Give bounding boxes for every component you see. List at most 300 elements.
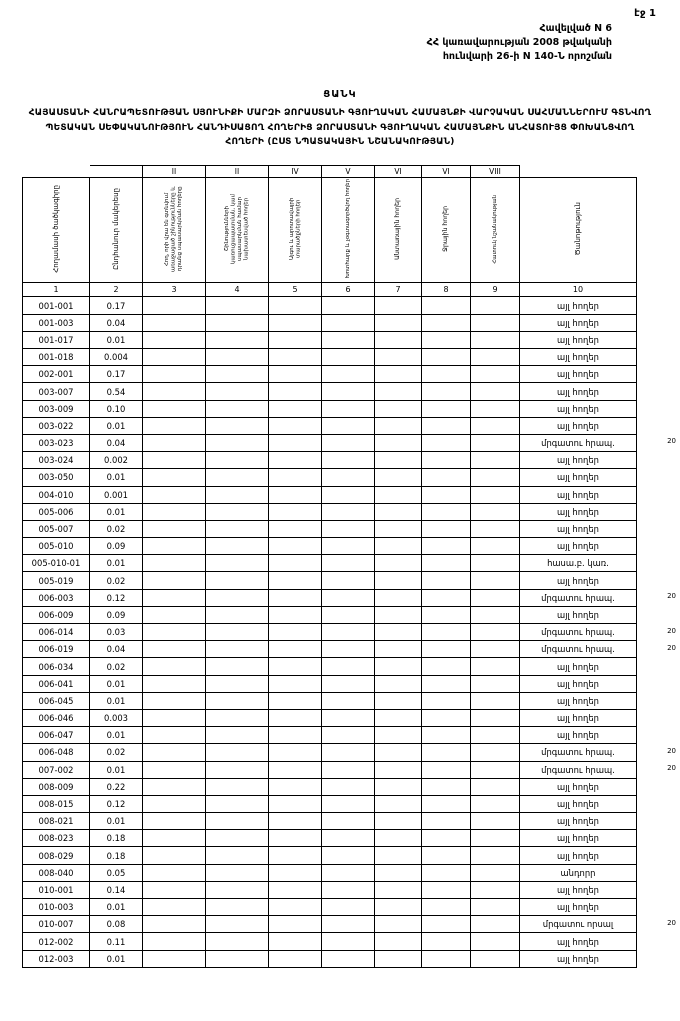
cell-water — [422, 916, 471, 933]
cell-hayfield — [322, 434, 375, 451]
cell-note: այլ հողեր — [520, 297, 637, 314]
cell-hayfield — [322, 778, 375, 795]
cell-total-area: 0.002 — [90, 452, 143, 469]
cell-code: 006-019 — [23, 641, 90, 658]
cell-code: 001-018 — [23, 349, 90, 366]
cell-total-area: 0.01 — [90, 469, 143, 486]
cell-water — [422, 658, 471, 675]
cell-hayfield — [322, 503, 375, 520]
roman-cell-3: II — [143, 166, 206, 178]
cell-water — [422, 486, 471, 503]
cell-hayfield — [322, 555, 375, 572]
cell-total-area: 0.01 — [90, 417, 143, 434]
cell-total-area: 0.18 — [90, 830, 143, 847]
cell-construction-land — [206, 744, 269, 761]
cell-note: այլ հողեր — [520, 486, 637, 503]
cell-construction-land — [206, 331, 269, 348]
cell-forest — [375, 538, 422, 555]
cell-forest — [375, 297, 422, 314]
cell-total-area: 0.01 — [90, 331, 143, 348]
cell-forest — [375, 314, 422, 331]
cell-hayfield — [322, 709, 375, 726]
cell-forest — [375, 606, 422, 623]
cell-built-land — [143, 744, 206, 761]
cell-built-land — [143, 400, 206, 417]
cell-forest — [375, 349, 422, 366]
cell-built-land — [143, 520, 206, 537]
cell-construction-land — [206, 606, 269, 623]
cell-built-land — [143, 933, 206, 950]
roman-cell-4: II — [206, 166, 269, 178]
cell-total-area: 0.01 — [90, 950, 143, 967]
table-row — [23, 950, 637, 967]
cell-code: 006-045 — [23, 692, 90, 709]
cell-note: այլ հողեր — [520, 933, 637, 950]
cell-forest — [375, 572, 422, 589]
column-number-5: 5 — [269, 283, 322, 297]
column-header-construction-land: Շինությունների կառուցապատման, կամ սպասարկման համար նախատեսված հողեր — [206, 178, 269, 283]
cell-note: այլ հողեր — [520, 813, 637, 830]
cell-hayfield — [322, 675, 375, 692]
cell-water — [422, 572, 471, 589]
column-number-7: 7 — [375, 283, 422, 297]
land-parcels-table — [22, 165, 637, 967]
cell-garden-pasture — [269, 795, 322, 812]
cell-code: 012-002 — [23, 933, 90, 950]
cell-construction-land — [206, 520, 269, 537]
cell-built-land — [143, 709, 206, 726]
page-number: էջ 1 — [634, 8, 656, 19]
cell-special — [471, 692, 520, 709]
cell-garden-pasture — [269, 830, 322, 847]
cell-note: այլ հողեր — [520, 383, 637, 400]
cell-water — [422, 727, 471, 744]
cell-code: 008-015 — [23, 795, 90, 812]
table-row — [23, 864, 637, 881]
cell-code: 001-017 — [23, 331, 90, 348]
cell-note: այլ հողեր — [520, 692, 637, 709]
cell-garden-pasture — [269, 469, 322, 486]
cell-construction-land — [206, 709, 269, 726]
cell-hayfield — [322, 899, 375, 916]
table-row — [23, 675, 637, 692]
roman-cell-8: VI — [422, 166, 471, 178]
cell-hayfield — [322, 538, 375, 555]
cell-water — [422, 383, 471, 400]
cell-hayfield — [322, 744, 375, 761]
cell-built-land — [143, 452, 206, 469]
cell-code: 005-007 — [23, 520, 90, 537]
cell-construction-land — [206, 950, 269, 967]
cell-note: մրգատու հրապ. — [520, 641, 637, 658]
table-row — [23, 830, 637, 847]
cell-built-land — [143, 675, 206, 692]
table-row — [23, 400, 637, 417]
cell-special — [471, 486, 520, 503]
cell-hayfield — [322, 331, 375, 348]
roman-cell-5: IV — [269, 166, 322, 178]
table-row — [23, 469, 637, 486]
cell-total-area: 0.05 — [90, 864, 143, 881]
table-row — [23, 916, 637, 933]
cell-garden-pasture — [269, 778, 322, 795]
cell-forest — [375, 434, 422, 451]
cell-garden-pasture — [269, 813, 322, 830]
table-row — [23, 606, 637, 623]
table-row — [23, 486, 637, 503]
cell-special — [471, 520, 520, 537]
table-roman-header-row — [23, 166, 637, 178]
header-line-2: ՀՀ կառավարության 2008 թվականի — [426, 36, 612, 48]
column-header-built-land: Հող, որի վրա են գտնվում առաջացած շինությունները և դրանց սպասարկման հողերը — [143, 178, 206, 283]
cell-built-land — [143, 589, 206, 606]
cell-note: մրգատու հրապ. — [520, 589, 637, 606]
cell-water — [422, 641, 471, 658]
cell-code: 003-009 — [23, 400, 90, 417]
cell-hayfield — [322, 469, 375, 486]
table-row — [23, 709, 637, 726]
column-header-notes: Ծանոթություն — [520, 178, 637, 283]
roman-cell-2 — [90, 166, 143, 178]
cell-water — [422, 606, 471, 623]
cell-total-area: 0.02 — [90, 744, 143, 761]
cell-code: 006-041 — [23, 675, 90, 692]
cell-water — [422, 469, 471, 486]
cell-construction-land — [206, 778, 269, 795]
cell-code: 002-001 — [23, 366, 90, 383]
cell-garden-pasture — [269, 520, 322, 537]
cell-built-land — [143, 417, 206, 434]
cell-special — [471, 778, 520, 795]
cell-special — [471, 830, 520, 847]
cell-forest — [375, 899, 422, 916]
cell-total-area: 0.02 — [90, 572, 143, 589]
cell-code: 008-040 — [23, 864, 90, 881]
cell-forest — [375, 675, 422, 692]
cell-forest — [375, 778, 422, 795]
cell-water — [422, 520, 471, 537]
cell-total-area: 0.01 — [90, 761, 143, 778]
cell-note: այլ հողեր — [520, 503, 637, 520]
cell-built-land — [143, 864, 206, 881]
cell-forest — [375, 503, 422, 520]
cell-construction-land — [206, 349, 269, 366]
cell-built-land — [143, 349, 206, 366]
cell-hayfield — [322, 933, 375, 950]
cell-forest — [375, 641, 422, 658]
cell-note: այլ հողեր — [520, 469, 637, 486]
page-title: ՑԱՆԿ — [323, 89, 357, 101]
cell-water — [422, 555, 471, 572]
column-header-total-area: Ընդհանուր մակերեսը — [90, 178, 143, 283]
cell-special — [471, 899, 520, 916]
header-line-3: հունվարի 26-ի N 140-Ն որոշման — [442, 50, 612, 62]
cell-garden-pasture — [269, 331, 322, 348]
cell-note: այլ հողեր — [520, 727, 637, 744]
cell-total-area: 0.09 — [90, 606, 143, 623]
cell-forest — [375, 727, 422, 744]
cell-garden-pasture — [269, 692, 322, 709]
cell-special — [471, 795, 520, 812]
cell-construction-land — [206, 434, 269, 451]
cell-construction-land — [206, 366, 269, 383]
cell-special — [471, 452, 520, 469]
cell-forest — [375, 589, 422, 606]
cell-special — [471, 469, 520, 486]
document-header — [22, 22, 658, 63]
cell-built-land — [143, 899, 206, 916]
cell-hayfield — [322, 589, 375, 606]
cell-built-land — [143, 297, 206, 314]
cell-special — [471, 572, 520, 589]
cell-note: այլ հողեր — [520, 314, 637, 331]
cell-water — [422, 624, 471, 641]
cell-note: այլ հողեր — [520, 349, 637, 366]
cell-hayfield — [322, 366, 375, 383]
cell-forest — [375, 813, 422, 830]
cell-garden-pasture — [269, 950, 322, 967]
table-row — [23, 297, 637, 314]
cell-construction-land — [206, 624, 269, 641]
cell-garden-pasture — [269, 916, 322, 933]
cell-total-area: 0.01 — [90, 727, 143, 744]
cell-built-land — [143, 486, 206, 503]
cell-special — [471, 916, 520, 933]
cell-water — [422, 366, 471, 383]
cell-total-area: 0.08 — [90, 916, 143, 933]
cell-built-land — [143, 727, 206, 744]
cell-note: այլ հողեր — [520, 675, 637, 692]
side-note: 20 — [667, 437, 676, 446]
cell-special — [471, 589, 520, 606]
cell-garden-pasture — [269, 727, 322, 744]
table-row — [23, 744, 637, 761]
cell-construction-land — [206, 572, 269, 589]
column-number-1: 1 — [23, 283, 90, 297]
cell-code: 010-003 — [23, 899, 90, 916]
cell-code: 003-023 — [23, 434, 90, 451]
cell-built-land — [143, 366, 206, 383]
cell-water — [422, 589, 471, 606]
cell-special — [471, 847, 520, 864]
cell-total-area: 0.03 — [90, 624, 143, 641]
column-header-garden-pasture: Այգու և արոտավայրի տարածքների հողեր — [269, 178, 322, 283]
table-row — [23, 349, 637, 366]
table-row — [23, 624, 637, 641]
cell-forest — [375, 520, 422, 537]
cell-built-land — [143, 555, 206, 572]
cell-garden-pasture — [269, 658, 322, 675]
cell-hayfield — [322, 727, 375, 744]
cell-special — [471, 864, 520, 881]
cell-garden-pasture — [269, 572, 322, 589]
cell-water — [422, 709, 471, 726]
cell-hayfield — [322, 452, 375, 469]
cell-garden-pasture — [269, 624, 322, 641]
table-row — [23, 778, 637, 795]
cell-construction-land — [206, 795, 269, 812]
side-note: 20 — [667, 746, 676, 755]
cell-special — [471, 297, 520, 314]
cell-note: այլ հողեր — [520, 452, 637, 469]
cell-hayfield — [322, 297, 375, 314]
cell-total-area: 0.54 — [90, 383, 143, 400]
cell-water — [422, 933, 471, 950]
cell-special — [471, 641, 520, 658]
cell-special — [471, 675, 520, 692]
cell-special — [471, 727, 520, 744]
cell-water — [422, 795, 471, 812]
cell-note: մրգատու հրապ. — [520, 624, 637, 641]
cell-hayfield — [322, 881, 375, 898]
table-row — [23, 383, 637, 400]
table-row — [23, 538, 637, 555]
cell-code: 005-006 — [23, 503, 90, 520]
cell-hayfield — [322, 641, 375, 658]
column-number-4: 4 — [206, 283, 269, 297]
cell-code: 006-009 — [23, 606, 90, 623]
cell-construction-land — [206, 761, 269, 778]
cell-special — [471, 624, 520, 641]
cell-special — [471, 813, 520, 830]
table-row — [23, 641, 637, 658]
cell-garden-pasture — [269, 933, 322, 950]
side-note: 20 — [667, 626, 676, 635]
cell-built-land — [143, 503, 206, 520]
cell-special — [471, 709, 520, 726]
cell-garden-pasture — [269, 606, 322, 623]
cell-total-area: 0.11 — [90, 933, 143, 950]
cell-special — [471, 314, 520, 331]
cell-water — [422, 503, 471, 520]
cell-garden-pasture — [269, 452, 322, 469]
cell-built-land — [143, 469, 206, 486]
cell-total-area: 0.003 — [90, 709, 143, 726]
column-header-forest: Անտառային հողեր — [375, 178, 422, 283]
cell-forest — [375, 383, 422, 400]
cell-total-area: 0.001 — [90, 486, 143, 503]
cell-special — [471, 366, 520, 383]
table-row — [23, 761, 637, 778]
cell-construction-land — [206, 864, 269, 881]
cell-code: 001-001 — [23, 297, 90, 314]
cell-hayfield — [322, 830, 375, 847]
cell-forest — [375, 366, 422, 383]
cell-special — [471, 417, 520, 434]
cell-built-land — [143, 950, 206, 967]
table-row — [23, 847, 637, 864]
cell-built-land — [143, 434, 206, 451]
table-row — [23, 795, 637, 812]
cell-total-area: 0.02 — [90, 520, 143, 537]
cell-special — [471, 349, 520, 366]
cell-total-area: 0.01 — [90, 899, 143, 916]
cell-water — [422, 950, 471, 967]
cell-built-land — [143, 916, 206, 933]
cell-total-area: 0.01 — [90, 692, 143, 709]
cell-code: 006-014 — [23, 624, 90, 641]
cell-note: այլ հողեր — [520, 331, 637, 348]
cell-hayfield — [322, 950, 375, 967]
cell-hayfield — [322, 417, 375, 434]
cell-garden-pasture — [269, 349, 322, 366]
cell-water — [422, 331, 471, 348]
cell-note: այլ հողեր — [520, 709, 637, 726]
cell-water — [422, 452, 471, 469]
cell-hayfield — [322, 658, 375, 675]
table-row — [23, 899, 637, 916]
cell-hayfield — [322, 847, 375, 864]
roman-cell-6: V — [322, 166, 375, 178]
cell-hayfield — [322, 916, 375, 933]
table-row — [23, 692, 637, 709]
cell-code: 008-021 — [23, 813, 90, 830]
table-header-row — [23, 178, 637, 283]
cell-total-area: 0.01 — [90, 675, 143, 692]
cell-note: անդորր — [520, 864, 637, 881]
cell-forest — [375, 864, 422, 881]
cell-special — [471, 933, 520, 950]
cell-construction-land — [206, 658, 269, 675]
cell-hayfield — [322, 795, 375, 812]
cell-total-area: 0.01 — [90, 503, 143, 520]
cell-built-land — [143, 624, 206, 641]
cell-built-land — [143, 572, 206, 589]
cell-water — [422, 417, 471, 434]
cell-construction-land — [206, 813, 269, 830]
cell-forest — [375, 692, 422, 709]
cell-garden-pasture — [269, 486, 322, 503]
cell-code: 007-002 — [23, 761, 90, 778]
cell-construction-land — [206, 933, 269, 950]
table-row — [23, 727, 637, 744]
table-row — [23, 331, 637, 348]
table-row — [23, 589, 637, 606]
table-row — [23, 813, 637, 830]
cell-total-area: 0.01 — [90, 813, 143, 830]
cell-special — [471, 434, 520, 451]
cell-construction-land — [206, 538, 269, 555]
cell-total-area: 0.004 — [90, 349, 143, 366]
cell-code: 005-010-01 — [23, 555, 90, 572]
cell-special — [471, 744, 520, 761]
cell-note: այլ հողեր — [520, 950, 637, 967]
cell-total-area: 0.02 — [90, 658, 143, 675]
cell-built-land — [143, 778, 206, 795]
cell-note: մրգատու հրապ. — [520, 434, 637, 451]
cell-hayfield — [322, 624, 375, 641]
cell-construction-land — [206, 847, 269, 864]
cell-code: 008-009 — [23, 778, 90, 795]
cell-construction-land — [206, 881, 269, 898]
cell-garden-pasture — [269, 864, 322, 881]
cell-water — [422, 400, 471, 417]
cell-hayfield — [322, 761, 375, 778]
cell-code: 003-024 — [23, 452, 90, 469]
roman-cell-9: VIII — [471, 166, 520, 178]
cell-forest — [375, 830, 422, 847]
cell-built-land — [143, 795, 206, 812]
header-line-1: Հավելված N 6 — [539, 23, 612, 34]
cell-water — [422, 813, 471, 830]
cell-water — [422, 434, 471, 451]
cell-garden-pasture — [269, 589, 322, 606]
cell-built-land — [143, 761, 206, 778]
cell-water — [422, 297, 471, 314]
cell-note: այլ հողեր — [520, 572, 637, 589]
cell-special — [471, 400, 520, 417]
table-row — [23, 881, 637, 898]
